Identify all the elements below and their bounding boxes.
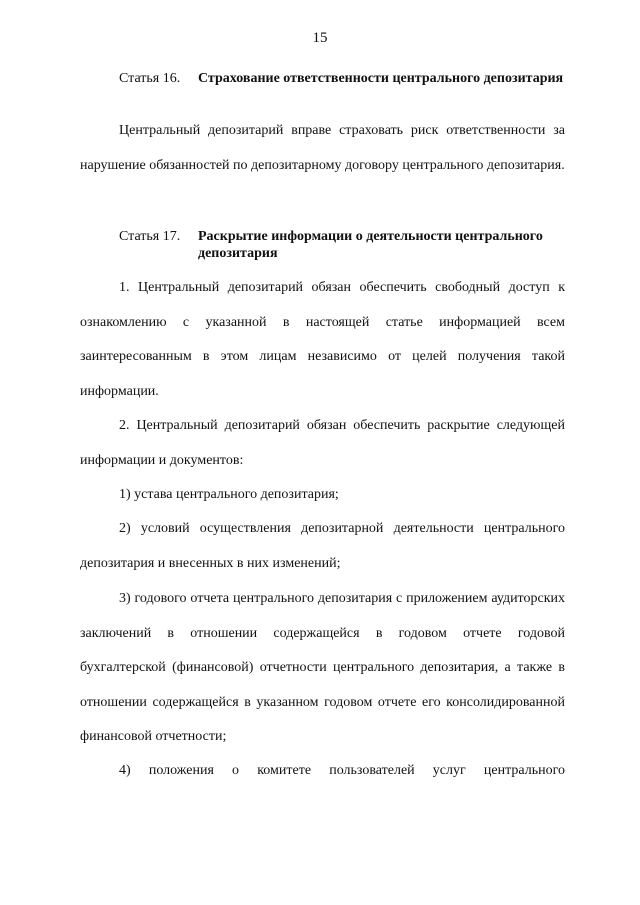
article-17-paragraph-1: 1. Центральный депозитарий обязан обеспечить свободный доступ к ознакомлению с указанной в настоящей статье информацией всем заинтересованным в этом лицам независимо от целей получения такой информации. bbox=[80, 280, 565, 399]
article-17-item-3: 3) годового отчета центрального депозитария с приложением аудиторских заключений в отношении содержащейся в годовом отчете годовой бухгалтерской (финансовой) отчетности центрального депозитария, а также в отношении содержащейся в указанном годовом отчете его консолидированной финансовой отчетности; bbox=[80, 591, 565, 744]
article-17-paragraph-2: 2. Центральный депозитарий обязан обеспечить раскрытие следующей информации и документов: bbox=[80, 418, 565, 468]
article-16-paragraph: Центральный депозитарий вправе страховать риск ответственности за нарушение обязанностей по депозитарному договору центрального депозитария. bbox=[80, 123, 565, 173]
article-17-item-1: 1) устава центрального депозитария; bbox=[119, 487, 339, 502]
article-17-label: Статья 17. bbox=[119, 229, 181, 244]
article-17-item-2: 2) условий осуществления депозитарной деятельности центрального депозитария и внесенных в них изменений; bbox=[80, 521, 565, 571]
page-number: 15 bbox=[312, 30, 328, 46]
article-17-item-4: 4) положения о комитете пользователей услуг центрального bbox=[119, 763, 565, 778]
article-16-title: Страхование ответственности центрального депозитария bbox=[198, 71, 564, 86]
article-16-heading bbox=[119, 70, 579, 87]
article-17-title: Раскрытие информации о деятельности центрального депозитария bbox=[198, 229, 543, 261]
article-16-label: Статья 16. bbox=[119, 71, 181, 86]
article-17-heading bbox=[119, 228, 579, 262]
